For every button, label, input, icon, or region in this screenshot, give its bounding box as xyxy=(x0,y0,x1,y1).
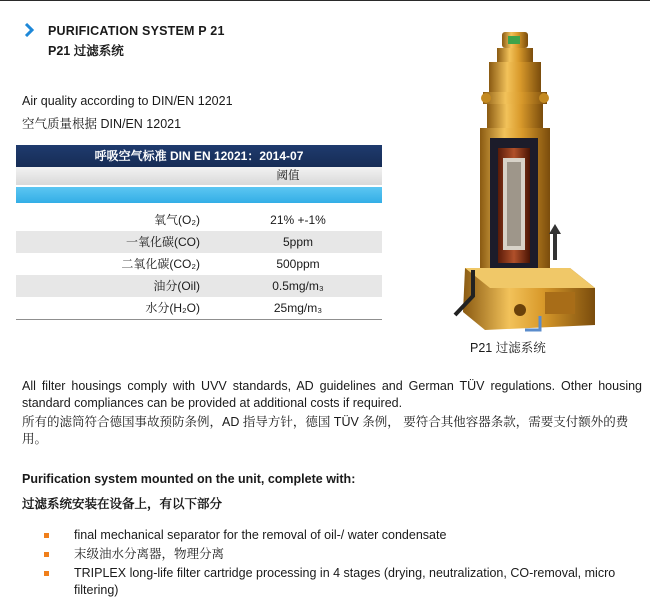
list-item-text: final mechanical separator for the removal of oil-/ water condensate xyxy=(74,528,447,542)
filter-housing-illustration xyxy=(445,30,600,335)
row-name: 一氧化碳(CO) xyxy=(126,235,200,249)
top-rule xyxy=(0,0,650,1)
list-item xyxy=(44,546,634,563)
row-name: 氧气(O₂) xyxy=(154,213,200,227)
row-name: 二氧化碳(CO₂) xyxy=(121,257,200,271)
illustration-caption: P21 过滤系统 xyxy=(470,341,546,355)
component-list xyxy=(44,527,634,601)
table-band xyxy=(16,187,382,203)
list-item-text: TRIPLEX long-life filter cartridge processing in 4 stages (drying, neutralization, CO-removal, micro filtering) xyxy=(74,566,616,597)
bullet-icon xyxy=(44,533,49,538)
row-name: 油分(Oil) xyxy=(153,279,200,293)
row-value: 25mg/m₃ xyxy=(273,301,323,315)
table-header: 呼吸空气标准 DIN EN 12021：2014-07 xyxy=(16,145,382,167)
list-item-text: 末级油水分离器，物理分离 xyxy=(74,547,225,561)
list-item xyxy=(44,565,634,599)
row-name: 水分(H₂O) xyxy=(145,301,200,315)
row-value: 5ppm xyxy=(282,235,314,249)
table-bottom-rule xyxy=(16,319,382,320)
page-subtitle: P21 过滤系统 xyxy=(48,44,124,58)
mounted-heading-en: Purification system mounted on the unit, complete with: xyxy=(22,472,356,486)
table-row xyxy=(16,231,382,253)
table-row xyxy=(16,253,382,275)
compliance-text-en: All filter housings comply with UVV standards, AD guidelines and German TÜV regulations. Other housing standard compliances can be provided at additional costs if required. xyxy=(22,379,642,410)
air-quality-en: Air quality according to DIN/EN 12021 xyxy=(22,94,233,108)
compliance-text-cn: 所有的滤筒符合德国事故预防条例，AD 指导方针，德国 TÜV 条例， 要符合其他容器条款，需要支付额外的费用。 xyxy=(22,415,629,446)
mounted-heading-cn: 过滤系统安装在设备上，有以下部分 xyxy=(22,497,223,511)
air-standard-table xyxy=(16,145,382,320)
table-row xyxy=(16,297,382,319)
page-title: PURIFICATION SYSTEM P 21 xyxy=(48,24,225,38)
table-row xyxy=(16,275,382,297)
list-item xyxy=(44,527,634,544)
chevron-right-icon xyxy=(24,23,36,37)
bullet-icon xyxy=(44,552,49,557)
table-row xyxy=(16,209,382,231)
threshold-header: 阈值 xyxy=(276,170,300,182)
row-value: 0.5mg/m₃ xyxy=(272,279,324,293)
air-quality-cn: 空气质量根据 DIN/EN 12021 xyxy=(22,117,182,131)
bullet-icon xyxy=(44,571,49,576)
row-value: 500ppm xyxy=(276,257,320,271)
table-subheader xyxy=(16,167,382,185)
row-value: 21% +-1% xyxy=(270,213,326,227)
